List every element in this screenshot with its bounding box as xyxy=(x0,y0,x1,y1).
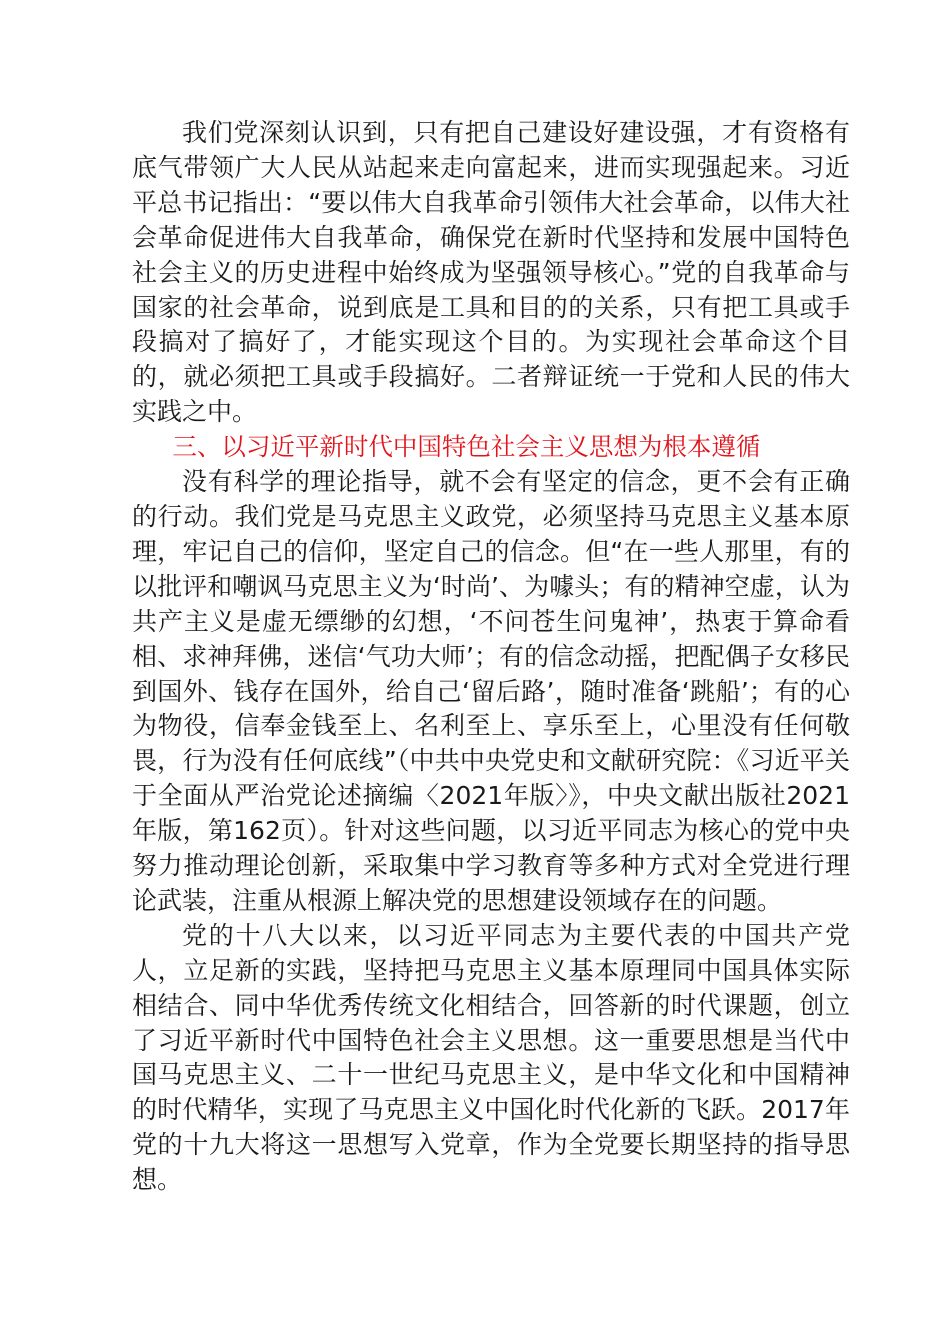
document-page xyxy=(132,116,850,1198)
body-paragraph: 我们党深刻认识到，只有把自己建设好建设强，才有资格有底气带领广大人民从站起来走向富起来，进而实现强起来。习近平总书记指出：“要以伟大自我革命引领伟大社会革命，以伟大社会革命促进伟大自我革命，确保党在新时代坚持和发展中国特色社会主义的历史进程中始终成为坚强领导核心。”党的自我革命与国家的社会革命，说到底是工具和目的的关系，只有把工具或手段搞对了搞好了，才能实现这个目的。为实现社会革命这个目的，就必须把工具或手段搞好。二者辩证统一于党和人民的伟大实践之中。 xyxy=(132,118,850,427)
section-heading: 三、以习近平新时代中国特色社会主义思想为根本遵循 xyxy=(172,432,761,462)
body-paragraph: 党的十八大以来，以习近平同志为主要代表的中国共产党人，立足新的实践，坚持把马克思主义基本原理同中国具体实际相结合、同中华优秀传统文化相结合，回答新的时代课题，创立了习近平新时代中国特色社会主义思想。这一重要思想是当代中国马克思主义、二十一世纪马克思主义，是中华文化和中国精神的时代精华，实现了马克思主义中国化时代化新的飞跃。2017年党的十九大将这一思想写入党章，作为全党要长期坚持的指导思想。 xyxy=(132,920,850,1195)
body-paragraph: 没有科学的理论指导，就不会有坚定的信念，更不会有正确的行动。我们党是马克思主义政党，必须坚持马克思主义基本原理，牢记自己的信仰，坚定自己的信念。但“在一些人那里，有的以批评和嘲讽马克思主义为‘时尚’、为噱头；有的精神空虚，认为共产主义是虚无缥缈的幻想，‘不问苍生问鬼神’，热衷于算命看相、求神拜佛，迷信‘气功大师’；有的信念动摇，把配偶子女移民到国外、钱存在国外，给自己‘留后路’，随时准备‘跳船’；有的心为物役，信奉金钱至上、名利至上、享乐至上，心里没有任何敬畏，行为没有任何底线”（中共中央党史和文献研究院：《习近平关于全面从严治党论述摘编〈2021年版〉》，中央文献出版社2021年版，第162页）。针对这些问题，以习近平同志为核心的党中央努力推动理论创新，采取集中学习教育等多种方式对全党进行理论武装，注重从根源上解决党的思想建设领域存在的问题。 xyxy=(132,467,850,915)
